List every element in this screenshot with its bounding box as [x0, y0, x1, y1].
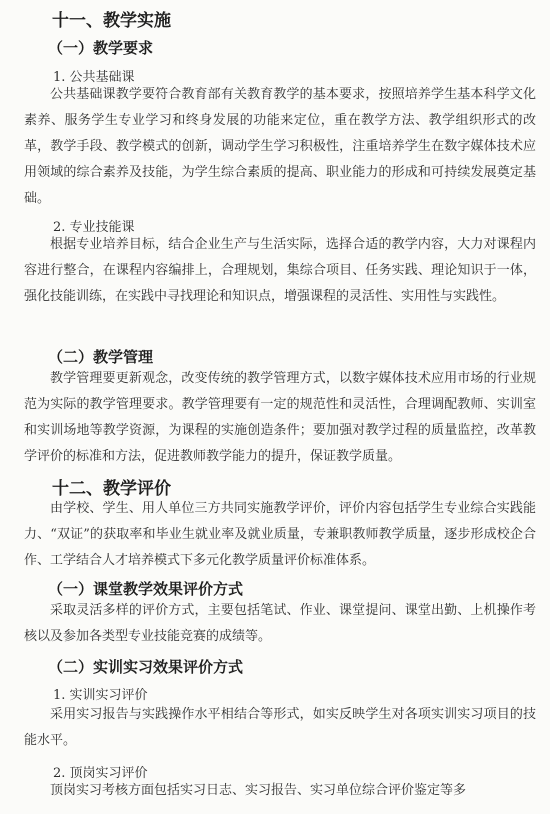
subsection-heading-teaching-management: （二）教学管理	[48, 348, 154, 366]
item-heading-professional-skills-course: 2. 专业技能课	[53, 220, 135, 235]
paragraph-training-evaluation: 采用实习报告与实践操作水平相结合等形式，如实反映学生对各项实训实习项目的技能水平。	[24, 707, 536, 748]
item-heading-internship-evaluation: 2. 顶岗实习评价	[53, 766, 148, 781]
section-heading-11: 十一、教学实施	[52, 11, 171, 31]
subsection-heading-classroom-evaluation: （一）课堂教学效果评价方式	[48, 580, 244, 598]
paragraph-teaching-management: 教学管理要更新观念，改变传统的教学管理方式，以数字媒体技术应用市场的行业规范为实际的教学管理要求。教学管理要有一定的规范性和灵活性，合理调配教师、实训室和实训场地等教学资源，为课程的实施创造条件；要加强对教学过程的质量监控，改革教学评价的标准和方法，促进教师教学能力的提升，保证教学质量。	[24, 371, 536, 464]
paragraph-professional-skills-course: 根据专业培养目标，结合企业生产与生活实际，选择合适的教学内容，大力对课程内容进行整合，在课程内容编排上，合理规划，集综合项目、任务实践、理论知识于一体，强化技能训练，在实践中寻找理论和知识点，增强课程的灵活性、实用性与实践性。	[24, 237, 536, 304]
item-heading-training-evaluation: 1. 实训实习评价	[53, 688, 148, 703]
subsection-heading-teaching-requirements: （一）教学要求	[48, 39, 154, 57]
paragraph-classroom-evaluation: 采取灵活多样的评价方式，主要包括笔试、作业、课堂提问、课堂出勤、上机操作考核以及参加各类型专业技能竞赛的成绩等。	[24, 603, 536, 644]
paragraph-teaching-evaluation: 由学校、学生、用人单位三方共同实施教学评价，评价内容包括学生专业综合实践能力、“双证”的获取率和毕业生就业率及就业质量，专兼职教师教学质量，逐步形成校企合作、工学结合人才培养模式下多元化教学质量评价标准体系。	[24, 501, 536, 568]
paragraph-internship-evaluation: 顶岗实习考核方面包括实习日志、实习报告、实习单位综合评价鉴定等多	[50, 783, 467, 798]
subsection-heading-practice-evaluation: （二）实训实习效果评价方式	[48, 658, 244, 676]
item-heading-public-basic-course: 1. 公共基础课	[53, 70, 135, 85]
section-heading-12: 十二、教学评价	[52, 479, 171, 499]
paragraph-public-basic-course: 公共基础课教学要符合教育部有关教育教学的基本要求，按照培养学生基本科学文化素养、服务学生专业学习和终身发展的功能来定位，重在教学方法、教学组织形式的改革，教学手段、教学模式的创新，调动学生学习积极性，注重培养学生在数字媒体技术应用领域的综合素养及技能，为学生综合素质的提高、职业能力的形成和可持续发展奠定基础。	[24, 87, 536, 206]
